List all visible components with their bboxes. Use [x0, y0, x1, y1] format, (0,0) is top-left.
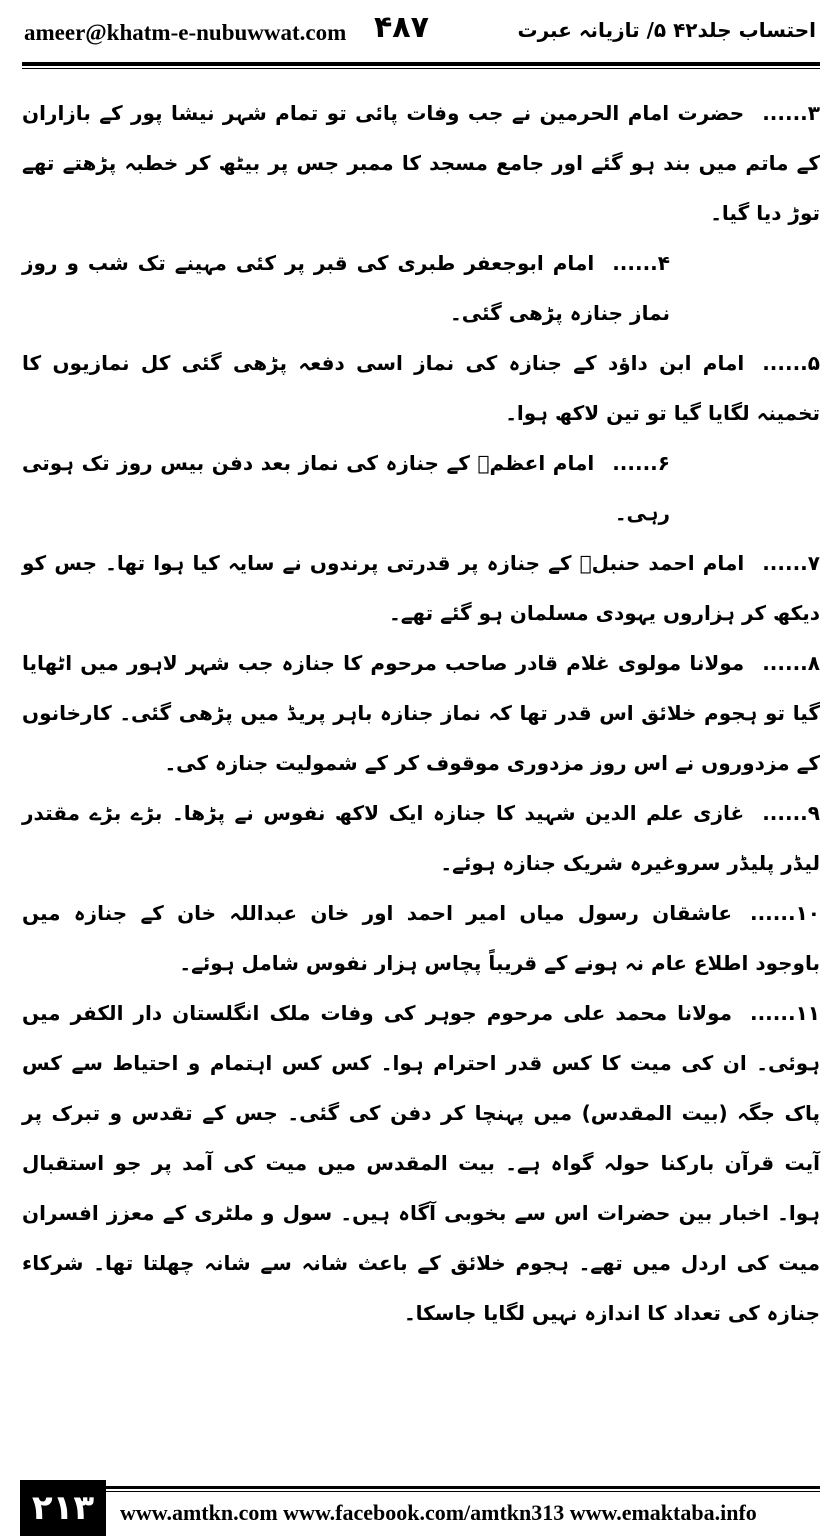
- header-rule-thin: [22, 68, 820, 69]
- list-item: [22, 338, 820, 438]
- body-text: [22, 88, 820, 1338]
- item-text: امام اعظمؒ کے جنازہ کی نماز بعد دفن بیس روز تک ہوتی رہی۔: [22, 451, 670, 525]
- list-item: [22, 788, 820, 888]
- list-item: [22, 538, 820, 638]
- footer-rule-thin: [106, 1491, 820, 1492]
- list-item: [22, 988, 820, 1338]
- item-number: ۱۱......: [749, 1001, 820, 1025]
- item-number: ۳......: [762, 101, 820, 125]
- item-number: ۶......: [612, 451, 670, 475]
- header-email: ameer@khatm-e-nubuwwat.com: [24, 20, 347, 45]
- list-item: [22, 888, 820, 988]
- list-item: [22, 438, 820, 538]
- page-header: [0, 0, 840, 72]
- item-text: مولانا محمد علی مرحوم جوہر کی وفات ملک انگلستان دار الکفر میں ہوئی۔ ان کی میت کا کس قدر احترام ہوا۔ کس کس اہتمام و احتیاط سے کس پاک جگہ (بیت المقدس) میں پہنچا کر دفن کی گئی۔ جس کے تقدس و تبرک پر آیت قرآن بارکنا حولہ گواہ ہے۔ بیت المقدس میں میت کی آمد پر جو استقبال ہوا۔ اخبار بین حضرات اس سے بخوبی آگاہ ہیں۔ سول و ملٹری کے معزز افسران میت کی اردل میں تھے۔ ہجوم خلائق کے باعث شانہ سے شانہ چھلتا تھا۔ شرکاء جنازہ کی تعداد کا اندازہ نہیں لگایا جاسکا۔: [22, 1001, 820, 1325]
- list-item: [22, 238, 820, 338]
- item-text: غازی علم الدین شہید کا جنازہ ایک لاکھ نفوس نے پڑھا۔ بڑے بڑے مقتدر لیڈر پلیڈر سروغیرہ شریک جنازہ ہوئے۔: [22, 801, 820, 875]
- header-book-title: احتساب جلد۴۲ ۵/ تازیانہ عبرت: [517, 18, 816, 42]
- item-text: عاشقان رسول میاں امیر احمد اور خان عبداللہ خان کے جنازہ میں باوجود اطلاع عام نہ ہونے کے قریباً پچاس ہزار نفوس شامل ہوئے۔: [22, 901, 820, 975]
- footer-rule: [106, 1486, 820, 1489]
- item-text: امام ابوجعفر طبری کی قبر پر کئی مہینے تک شب و روز نماز جنازہ پڑھی گئی۔: [22, 251, 670, 325]
- item-number: ۷......: [762, 551, 820, 575]
- header-page-number: ۴۸۷: [374, 10, 429, 45]
- footer-links: www.amtkn.com www.facebook.com/amtkn313 www.emaktaba.info: [120, 1500, 757, 1525]
- item-number: ۴......: [612, 251, 670, 275]
- footer-page-number: ۲۱۳: [20, 1480, 106, 1536]
- item-number: ۱۰......: [749, 901, 820, 925]
- item-text: امام احمد حنبلؒ کے جنازہ پر قدرتی پرندوں نے سایہ کیا ہوا تھا۔ جس کو دیکھ کر ہزاروں یہودی مسلمان ہو گئے تھے۔: [22, 551, 820, 625]
- item-number: ۹......: [762, 801, 820, 825]
- item-number: ۵......: [762, 351, 820, 375]
- list-item: [22, 638, 820, 788]
- item-text: حضرت امام الحرمین نے جب وفات پائی تو تمام شہر نیشا پور کے بازاران کے ماتم میں بند ہو گئے اور جامع مسجد کا ممبر جس پر بیٹھ کر خطبہ پڑھتے تھے توڑ دیا گیا۔: [22, 101, 820, 225]
- header-rule: [22, 62, 820, 66]
- item-number: ۸......: [762, 651, 820, 675]
- item-text: مولانا مولوی غلام قادر صاحب مرحوم کا جنازہ جب شہر لاہور میں اٹھایا گیا تو ہجوم خلائق اس قدر تھا کہ نماز جنازہ باہر پریڈ میں پڑھی گئی۔ کارخانوں کے مزدوروں نے اس روز مزدوری موقوف کر کے شمولیت جنازہ کی۔: [22, 651, 820, 775]
- list-item: [22, 88, 820, 238]
- item-text: امام ابن داؤد کے جنازہ کی نماز اسی دفعہ پڑھی گئی کل نمازیوں کا تخمینہ لگایا گیا تو تین لاکھ ہوا۔: [22, 351, 820, 425]
